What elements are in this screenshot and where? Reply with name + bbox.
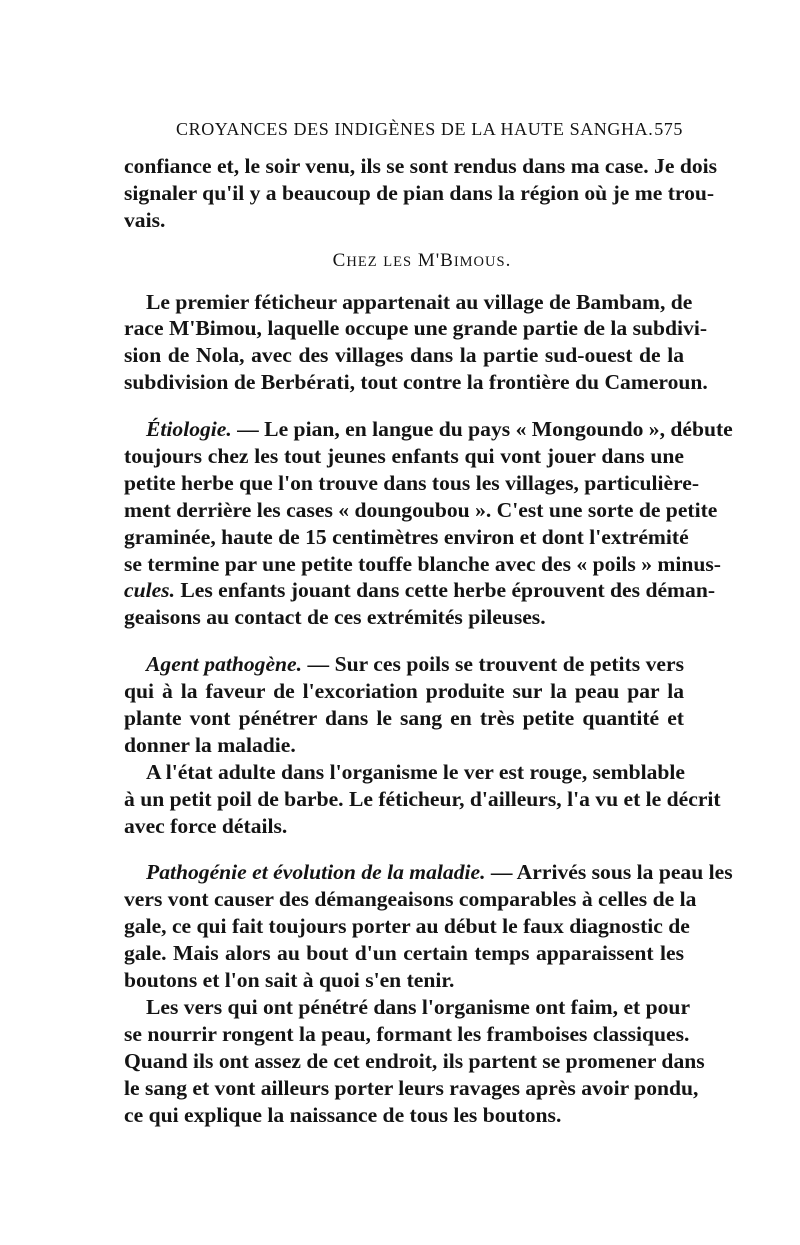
agent-label: Agent pathogène. bbox=[146, 652, 303, 677]
pathogenie-para2-line-4: le sang et vont ailleurs porter leurs ravages après avoir pondu, bbox=[124, 1075, 699, 1100]
etiologie-line-3: petite herbe que l'on trouve dans tous les villages, particulière- bbox=[124, 470, 700, 495]
pathogenie-label: Pathogénie et évolution de la maladie. bbox=[146, 860, 486, 885]
running-title: CROYANCES DES INDIGÈNES DE LA HAUTE SANGHA. bbox=[176, 119, 654, 139]
etiologie-line-5: graminée, haute de 15 centimètres environ et dont l'extrémité bbox=[124, 524, 689, 549]
etiologie-line-7: cules. Les enfants jouant dans cette herbe éprouvent des déman- bbox=[124, 578, 716, 603]
agent-line-3: plante vont pénétrer dans le sang en très petite quantité et bbox=[124, 706, 684, 731]
etiologie-line-1: Étiologie. — Le pian, en langue du pays « Mongoundo », débute bbox=[146, 417, 733, 442]
pathogenie-line-1: Pathogénie et évolution de la maladie. — Arrivés sous la peau les bbox=[146, 860, 733, 885]
para1-line-4: subdivision de Berbérati, tout contre la frontière du Cameroun. bbox=[124, 370, 708, 395]
page-number: 575 bbox=[654, 119, 683, 139]
running-head bbox=[130, 116, 683, 142]
body-text bbox=[124, 153, 733, 1128]
agent-line-4: donner la maladie. bbox=[124, 732, 296, 757]
para1-line-1: Le premier féticheur appartenait au village de Bambam, de bbox=[146, 289, 693, 314]
section-title: CHEZ LES M'BIMOUS. bbox=[332, 249, 512, 271]
etiologie-line-4: ment derrière les cases « doungoubou ». C'est une sorte de petite bbox=[124, 497, 718, 522]
pathogenie-line-2: vers vont causer des démangeaisons comparables à celles de la bbox=[124, 887, 697, 912]
etiologie-line-8: geaisons au contact de ces extrémités pileuses. bbox=[124, 605, 546, 630]
pathogenie-line-4: gale. Mais alors au bout d'un certain temps apparaissent les bbox=[124, 941, 684, 966]
intro-line-2: signaler qu'il y a beaucoup de pian dans la région où je me trou- bbox=[124, 180, 715, 205]
pathogenie-line-5: boutons et l'on sait à quoi s'en tenir. bbox=[124, 968, 455, 993]
agent-para2-line-1: A l'état adulte dans l'organisme le ver est rouge, semblable bbox=[146, 759, 686, 784]
pathogenie-para2-line-2: se nourrir rongent la peau, formant les framboises classiques. bbox=[124, 1021, 690, 1046]
etiologie-line-6: se termine par une petite touffe blanche avec des « poils » minus- bbox=[124, 551, 721, 576]
agent-line-2: qui à la faveur de l'excoriation produite sur la peau par la bbox=[124, 679, 684, 704]
intro-line-1: confiance et, le soir venu, ils se sont rendus dans ma case. Je dois bbox=[124, 154, 718, 178]
pathogenie-para2-line-1: Les vers qui ont pénétré dans l'organisme ont faim, et pour bbox=[146, 994, 691, 1019]
etiologie-line-2: toujours chez les tout jeunes enfants qui vont jouer dans une bbox=[124, 444, 684, 469]
pathogenie-para2-line-5: ce qui explique la naissance de tous les boutons. bbox=[124, 1102, 562, 1127]
para1-line-3: sion de Nola, avec des villages dans la partie sud-ouest de la bbox=[124, 343, 684, 368]
etiologie-label: Étiologie. bbox=[146, 417, 232, 442]
agent-para2-line-3: avec force détails. bbox=[124, 813, 288, 838]
intro-line-3: vais. bbox=[124, 207, 166, 232]
agent-line-1: Agent pathogène. — Sur ces poils se trouvent de petits vers bbox=[146, 652, 684, 677]
pathogenie-para2-line-3: Quand ils ont assez de cet endroit, ils partent se promener dans bbox=[124, 1048, 705, 1073]
agent-para2-line-2: à un petit poil de barbe. Le féticheur, d'ailleurs, l'a vu et le décrit bbox=[124, 786, 721, 811]
pathogenie-line-3: gale, ce qui fait toujours porter au début le faux diagnostic de bbox=[124, 914, 690, 939]
para1-line-2: race M'Bimou, laquelle occupe une grande partie de la subdivi- bbox=[124, 316, 708, 341]
